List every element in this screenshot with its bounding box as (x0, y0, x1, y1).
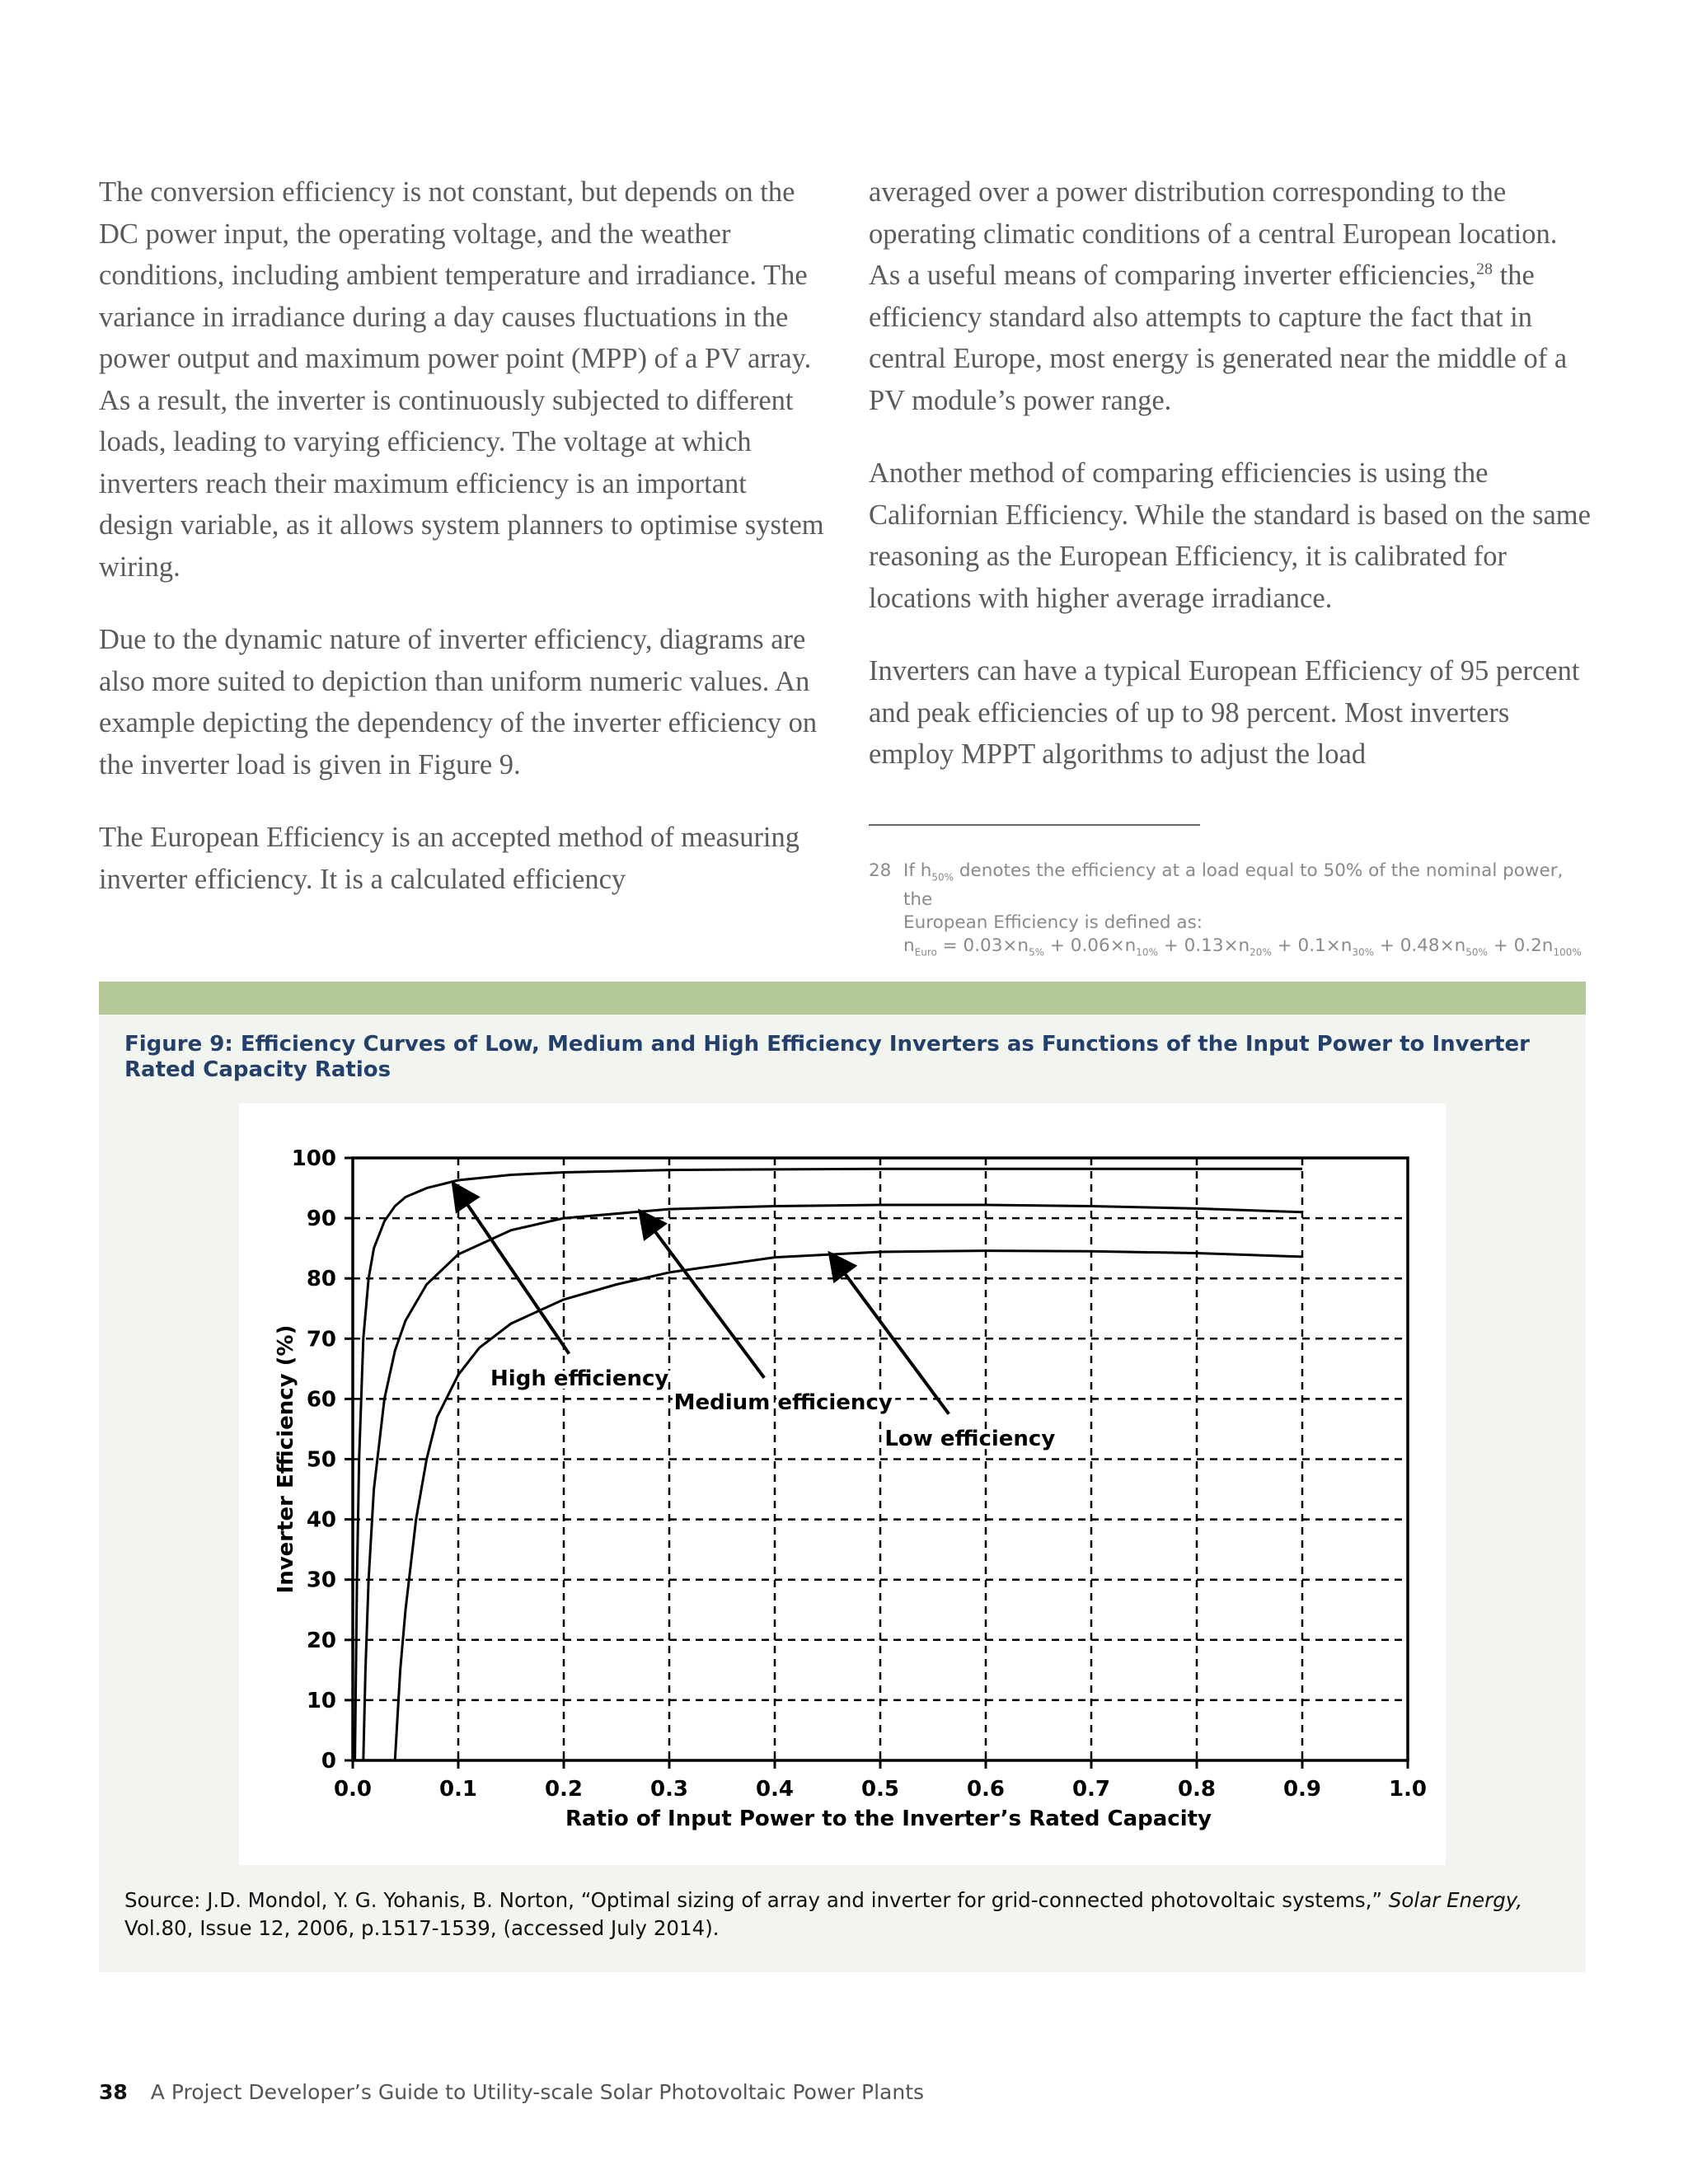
y-axis-label: Inverter Efficiency (%) (274, 1324, 298, 1594)
y-tick-label: 70 (306, 1327, 336, 1352)
series-line-low-efficiency (395, 1251, 1302, 1760)
formula-subscript: 30% (1352, 946, 1375, 958)
footnote-subscript: 50% (931, 871, 954, 883)
x-axis-label: Ratio of Input Power to the Inverter’s Rated Capacity (565, 1807, 1212, 1831)
footnote-text-b: denotes the efficiency at a load equal to 50% of the nominal power, the (903, 860, 1564, 911)
formula-subscript: 50% (1465, 946, 1488, 958)
formula-term: + 0.13×n (1157, 935, 1250, 957)
left-paragraph-1: The conversion efficiency is not constant, but depends on the DC power input, the operating voltage, and the weather conditions, including ambient temperature and irradiance. The variance in irradiance during a day causes fluctuations in the power output and maximum power point (MPP) of a PV array. As a result, the inverter is continuously subjected to different loads, leading to varying efficiency. The voltage at which inverters reach their maximum efficiency is an important design variable, as it allows system planners to optimise system wiring. (99, 176, 824, 583)
footnote-reference[interactable]: 28 (1476, 260, 1493, 279)
series-line-medium-efficiency (363, 1205, 1302, 1760)
y-tick-label: 50 (306, 1447, 336, 1473)
annotation-arrow (453, 1183, 570, 1354)
right-paragraph-1-start: averaged over a power distribution corresponding to the operating climatic conditions of a central European location. As a useful means of comparing inverter efficiencies, (869, 176, 1558, 291)
annotation-label: Low efficiency (884, 1426, 1056, 1451)
formula-subscript: Euro (914, 946, 937, 958)
page-footer (99, 2080, 924, 2104)
y-tick-label: 20 (306, 1628, 336, 1653)
x-tick-label: 0.3 (649, 1777, 689, 1802)
y-tick-label: 10 (306, 1688, 336, 1713)
x-tick-label: 1.0 (1388, 1777, 1428, 1802)
y-tick-label: 40 (306, 1507, 336, 1533)
left-column (99, 171, 824, 931)
x-tick-label: 0.7 (1071, 1777, 1111, 1802)
figure-header-band (99, 982, 1586, 1015)
annotation-label: High efficiency (490, 1366, 669, 1391)
right-paragraph-2: Another method of comparing efficiencies is using the Californian Efficiency. While the standard is based on the same reasoning as the European Efficiency, it is calibrated for locations with higher average irradiance. (869, 457, 1591, 614)
page-number: 38 (99, 2080, 128, 2104)
figure-source (124, 1886, 1559, 1943)
x-tick-label: 0.6 (966, 1777, 1006, 1802)
formula-term: + 0.2n (1487, 935, 1554, 957)
right-paragraph-1-end: the efficiency standard also attempts to capture the fact that in central Europe, most energy is generated near the middle of a PV module’s power range. (869, 260, 1568, 416)
x-tick-label: 0.0 (333, 1777, 373, 1802)
annotation-label: Medium efficiency (673, 1390, 893, 1416)
footnote (869, 860, 1594, 964)
annotation-arrow (640, 1211, 764, 1377)
y-tick-label: 0 (321, 1749, 336, 1774)
footer-title: A Project Developer’s Guide to Utility-scale Solar Photovoltaic Power Plants (150, 2080, 925, 2104)
left-paragraph-3: The European Efficiency is an accepted method of measuring inverter efficiency. It is a calculated efficiency (99, 822, 800, 895)
footnote-number: 28 (869, 860, 892, 881)
formula-term: + 0.1×n (1271, 935, 1353, 957)
footnote-text-a: If h (903, 860, 932, 881)
efficiency-chart (239, 1104, 1446, 1865)
y-tick-label: 100 (291, 1146, 336, 1171)
x-tick-label: 0.2 (544, 1777, 584, 1802)
formula-term: = 0.03×n (936, 935, 1029, 957)
left-paragraph-2: Due to the dynamic nature of inverter efficiency, diagrams are also more suited to depiction than uniform numeric values. An example depicting the dependency of the inverter efficiency on the inverter load is given in Figure 9. (99, 624, 818, 780)
footnote-line-1 (903, 860, 1594, 912)
y-tick-label: 80 (306, 1267, 336, 1292)
figure-title: Figure 9: Efficiency Curves of Low, Medium and High Efficiency Inverters as Functions of the Input Power to Inverter Rated Capacity Ratios (124, 1032, 1530, 1082)
formula-subscript: 20% (1250, 946, 1272, 958)
footnote-body (903, 860, 1594, 964)
formula-term: + 0.48×n (1374, 935, 1466, 957)
formula-subscript: 100% (1553, 946, 1582, 958)
source-details: Vol.80, Issue 12, 2006, p.1517-1539, (accessed July 2014). (124, 1916, 720, 1940)
formula-term: n (903, 935, 915, 957)
euro-efficiency-formula (903, 935, 1594, 963)
formula-term: + 0.06×n (1044, 935, 1137, 957)
right-paragraph-1 (869, 171, 1594, 421)
formula-subscript: 5% (1029, 946, 1045, 958)
x-tick-label: 0.9 (1282, 1777, 1322, 1802)
x-tick-label: 0.1 (438, 1777, 478, 1802)
right-paragraph-3: Inverters can have a typical European Efficiency of 95 percent and peak efficiencies of up to 98 percent. Most inverters employ MPPT algorithms to adjust the load (869, 655, 1580, 770)
formula-subscript: 10% (1136, 946, 1158, 958)
right-column (869, 171, 1594, 807)
y-tick-label: 30 (306, 1568, 336, 1593)
series-line-high-efficiency (355, 1169, 1302, 1760)
source-citation: Source: J.D. Mondol, Y. G. Yohanis, B. Norton, “Optimal sizing of array and inverter for grid-connected photovoltaic systems,” (124, 1888, 1389, 1912)
x-tick-label: 0.5 (860, 1777, 900, 1802)
y-tick-label: 60 (306, 1387, 336, 1413)
footnote-line-2: European Efficiency is defined as: (903, 912, 1203, 934)
source-journal: Solar Energy, (1388, 1888, 1523, 1912)
x-tick-label: 0.4 (755, 1777, 795, 1802)
x-tick-label: 0.8 (1177, 1777, 1217, 1802)
footnote-divider (869, 824, 1200, 826)
y-tick-label: 90 (306, 1207, 336, 1232)
